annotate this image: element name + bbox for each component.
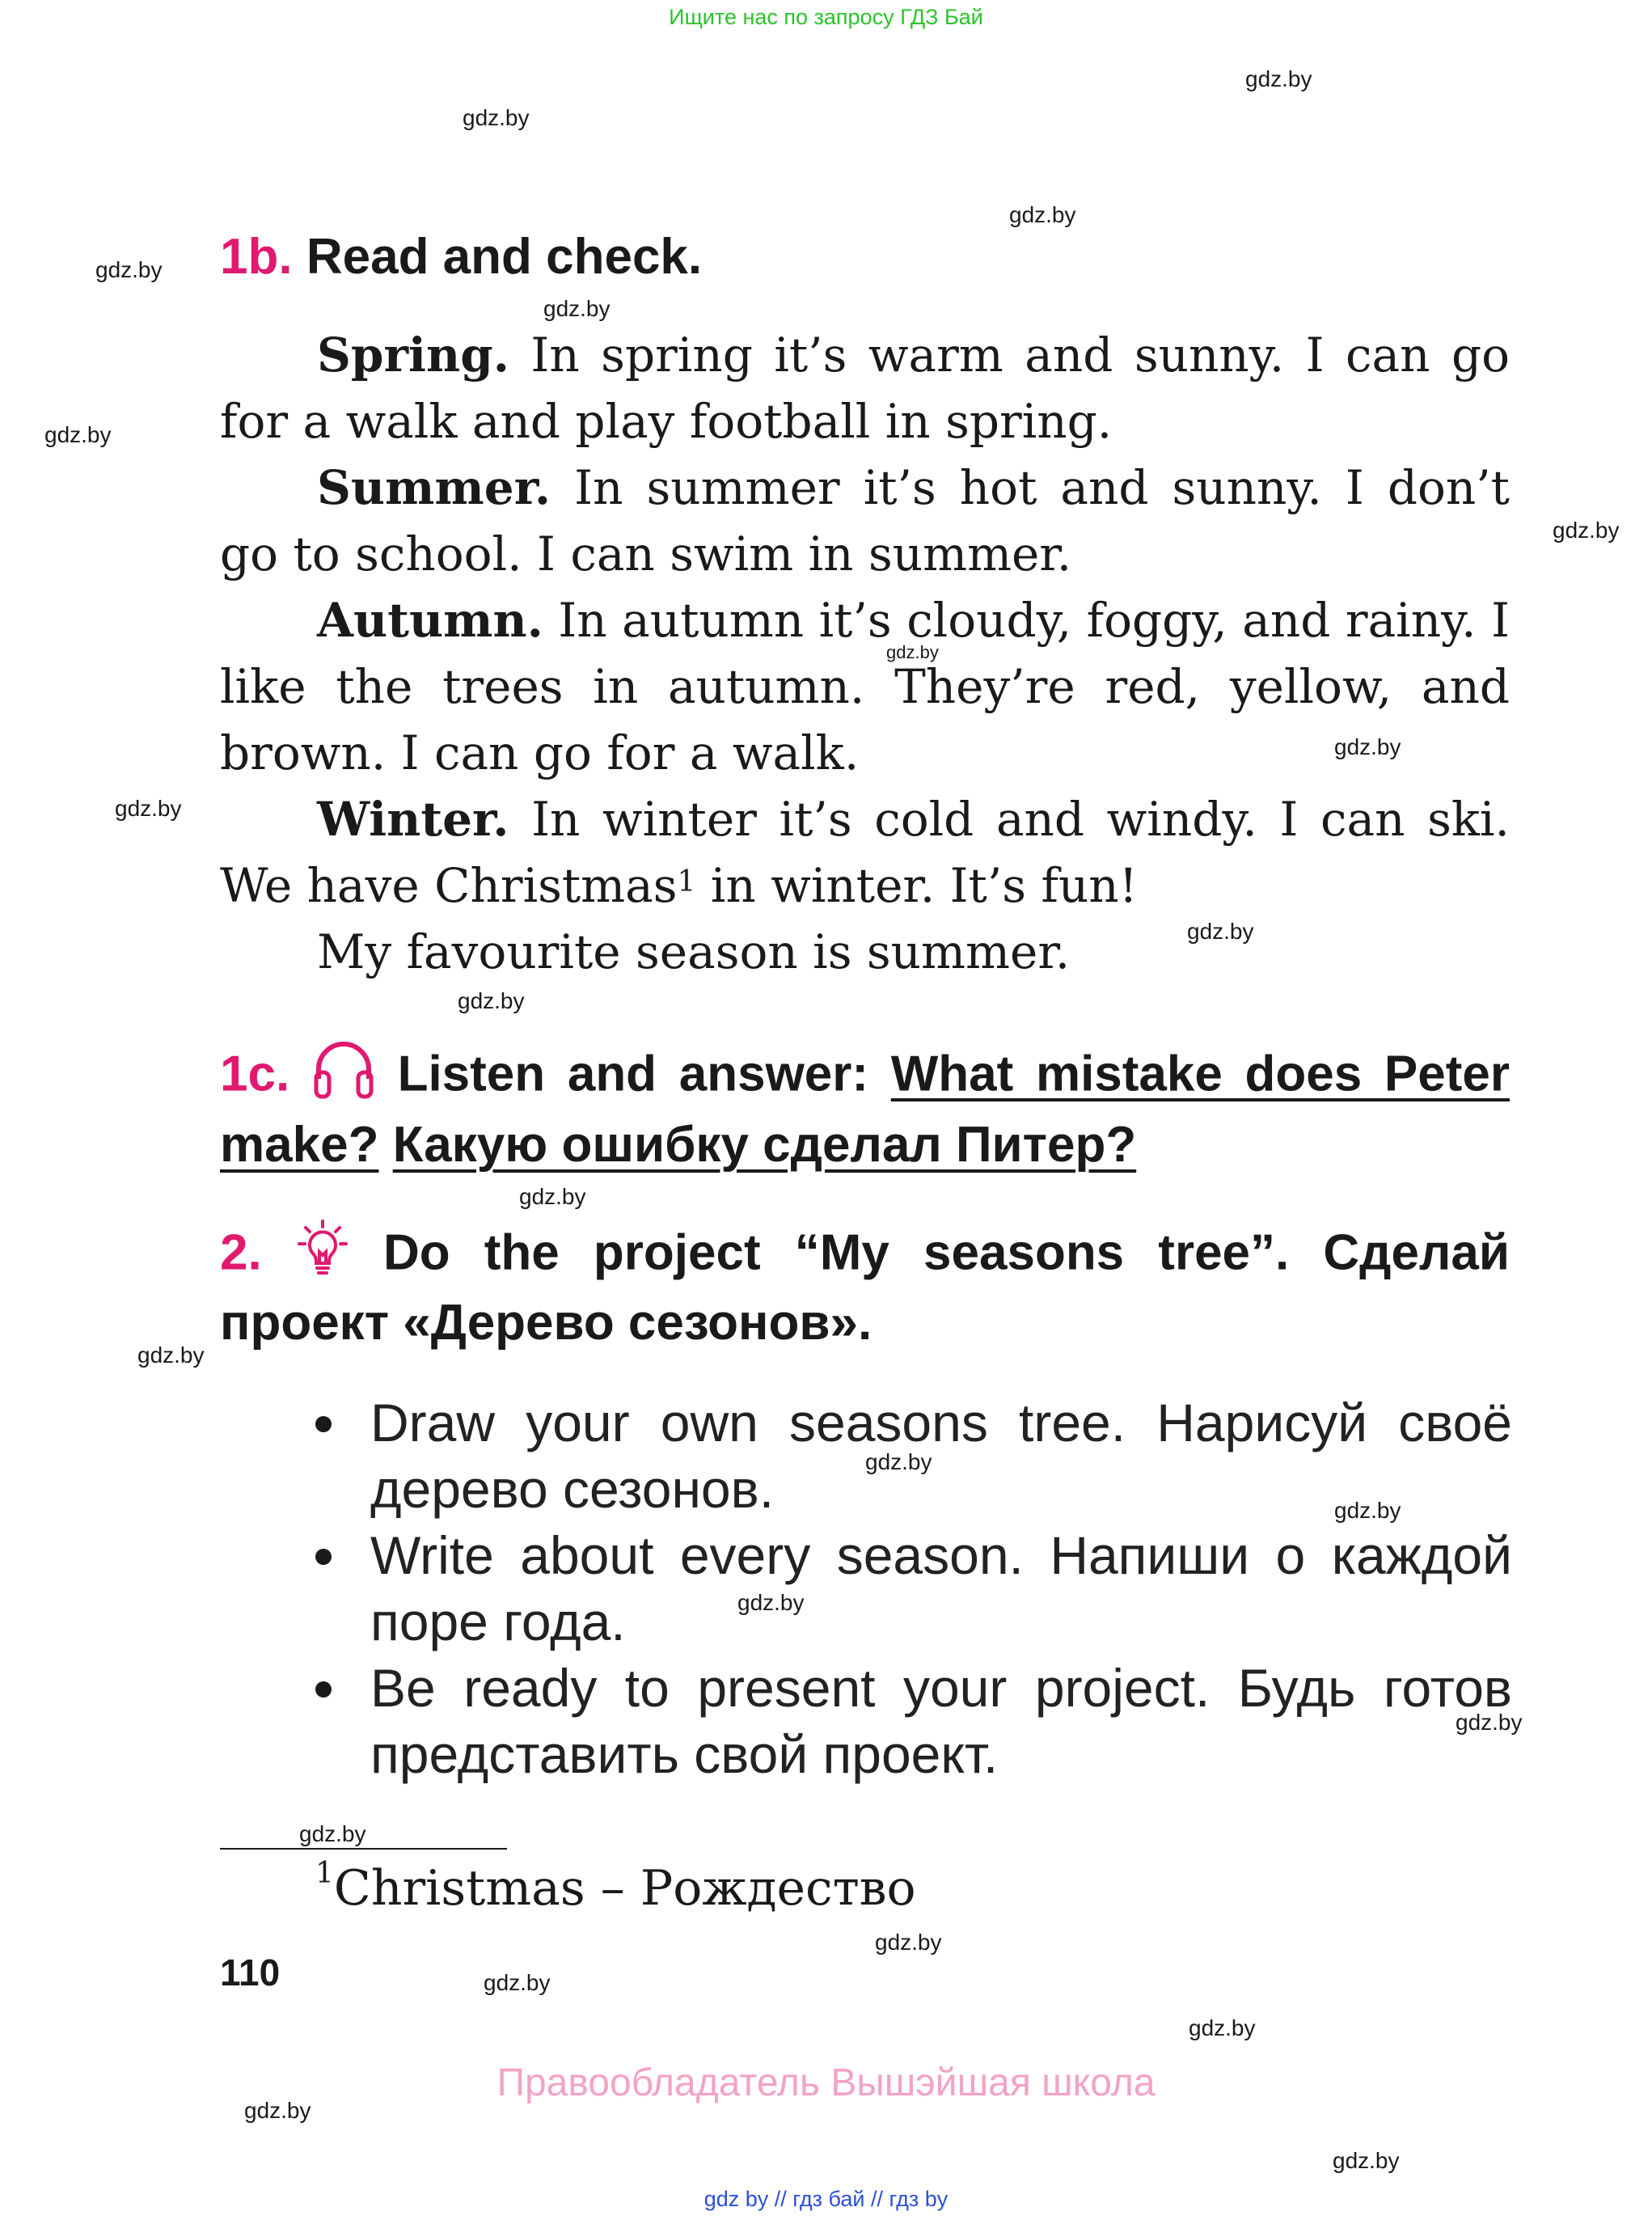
watermark: gdz.by <box>1009 202 1076 227</box>
page-number: 110 <box>220 1951 281 1994</box>
paragraph-favourite <box>220 919 1510 985</box>
footnote <box>315 1857 916 1917</box>
copyright-notice: Правообладатель Вышэйшая школа <box>496 2061 1156 2104</box>
watermark: gdz.by <box>1334 1498 1401 1523</box>
lightbulb-icon <box>296 1220 349 1292</box>
watermark: gdz.by <box>1187 919 1254 944</box>
footnote-divider <box>220 1848 507 1850</box>
paragraph-lead: Winter. <box>317 792 509 847</box>
watermark: gdz.by <box>865 1449 932 1474</box>
task-2 <box>220 1220 1510 1354</box>
watermark: gdz.by <box>137 1342 205 1368</box>
question-en: What mistake does Peter make? <box>220 1046 1510 1173</box>
task-1b-heading <box>220 228 702 285</box>
paragraph-autumn <box>220 587 1510 786</box>
question-ru: Какую ошибку сделал Питер? <box>392 1117 1137 1173</box>
watermark: gdz.by <box>458 988 525 1013</box>
paragraph-summer <box>220 455 1510 587</box>
task-number: 2. <box>220 1224 262 1281</box>
watermark: gdz.by <box>463 105 530 130</box>
paragraph-spring <box>220 322 1510 455</box>
watermark: gdz.by <box>44 422 112 447</box>
paragraph-text: My favourite season is summer. <box>317 924 1071 979</box>
watermark: gdz.by <box>244 2098 311 2123</box>
watermark: gdz.by <box>1334 734 1401 759</box>
reading-text <box>220 322 1510 985</box>
task-number: 1b. <box>220 229 293 285</box>
watermark: gdz.by <box>1245 66 1312 91</box>
footnote-text: Christmas – Рождество <box>333 1860 916 1917</box>
list-item-text: Draw your own seasons tree. Нарисуй своё дерево сезонов. <box>370 1393 1512 1519</box>
watermark: gdz.by <box>1553 518 1620 543</box>
paragraph-text: In winter it’s cold and windy. I can ski. We have Christmas <box>220 792 1510 913</box>
watermark: gdz.by <box>1333 2148 1400 2173</box>
headphones-icon <box>312 1040 375 1114</box>
footnote-marker: 1 <box>677 865 696 898</box>
footer-links[interactable]: gdz by // гдз бай // гдз by <box>703 2187 949 2211</box>
paragraph-winter <box>220 786 1510 919</box>
bullet-icon <box>315 1416 332 1432</box>
paragraph-text: In summer it’s hot and sunny. I don’t go to school. I can swim in summer. <box>220 460 1510 581</box>
paragraph-lead: Autumn. <box>317 593 543 648</box>
task-1c <box>220 1040 1510 1176</box>
list-item <box>315 1522 1512 1655</box>
bullet-icon <box>315 1549 332 1565</box>
task-number: 1c. <box>220 1046 290 1102</box>
footnote-marker: 1 <box>315 1857 334 1890</box>
list-item <box>315 1655 1512 1787</box>
paragraph-lead: Summer. <box>317 460 551 515</box>
task-instruction: Listen and answer: <box>397 1046 869 1102</box>
bullet-icon <box>315 1681 332 1698</box>
search-hint-link[interactable]: Ищите нас по запросу ГДЗ Бай <box>669 5 983 29</box>
watermark: gdz.by <box>1456 1710 1523 1735</box>
watermark: gdz.by <box>115 796 182 821</box>
list-item <box>315 1389 1512 1522</box>
watermark: gdz.by <box>543 296 611 321</box>
project-steps-list <box>315 1389 1512 1787</box>
list-item-text: Write about every season. Напиши о каждой поре года. <box>370 1525 1512 1651</box>
watermark: gdz.by <box>737 1590 805 1615</box>
paragraph-lead: Spring. <box>317 328 509 383</box>
list-item-text: Be ready to present your project. Будь готов представить свой проект. <box>370 1658 1512 1784</box>
watermark: gdz.by <box>299 1821 366 1846</box>
watermark: gdz.by <box>886 642 939 662</box>
watermark: gdz.by <box>95 257 163 282</box>
watermark: gdz.by <box>875 1930 942 1955</box>
task-title: Do the project “My seasons tree”. Сделай проект «Дерево сезонов». <box>220 1224 1510 1351</box>
paragraph-text: in winter. It’s fun! <box>695 858 1138 913</box>
paragraph-text: In autumn it’s cloudy, foggy, and rainy. I like the trees in autumn. They’re red, yellow, and brown. I can go for a walk. <box>220 593 1510 780</box>
task-title: Read and check. <box>306 229 703 285</box>
paragraph-text: In spring it’s warm and sunny. I can go for a walk and play football in spring. <box>220 328 1510 449</box>
watermark: gdz.by <box>519 1184 586 1209</box>
watermark: gdz.by <box>1189 2015 1256 2040</box>
watermark: gdz.by <box>484 1970 551 1995</box>
